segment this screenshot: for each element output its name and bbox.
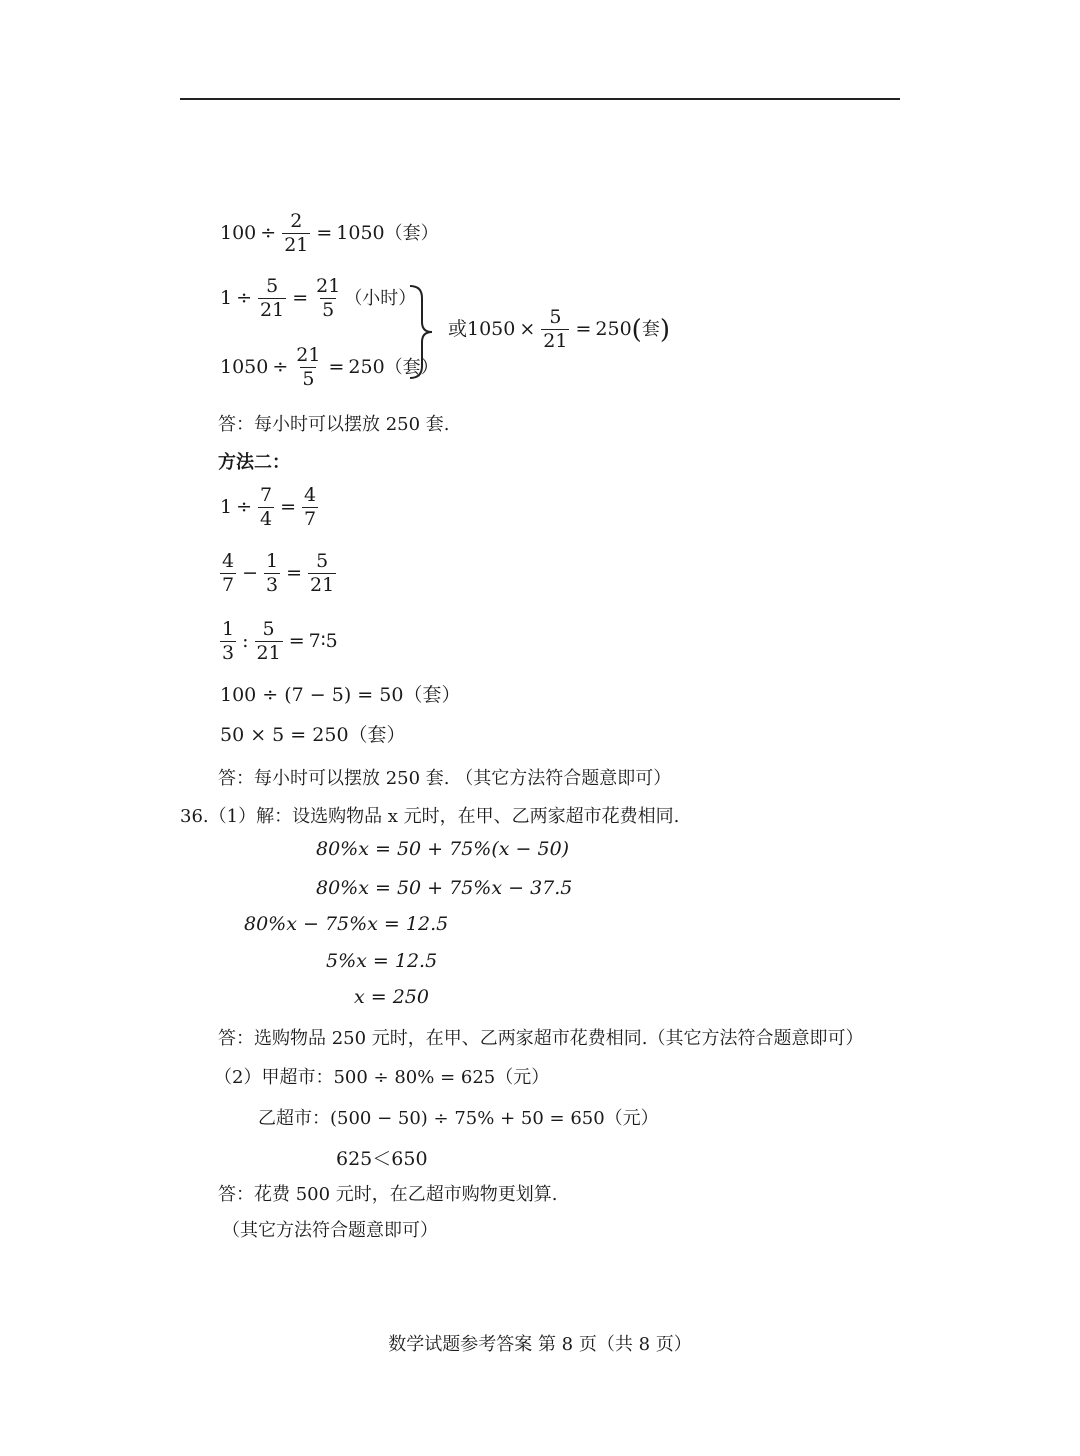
part-2-line-2: 乙超市：(500 − 50) ÷ 75% + 50 = 650（元） bbox=[258, 1108, 659, 1129]
answer-line-4: 答：花费 500 元时，在乙超市购物更划算. bbox=[218, 1184, 558, 1205]
number: 1 bbox=[220, 287, 233, 309]
calc-line-2 bbox=[220, 277, 416, 320]
denominator: 3 bbox=[222, 642, 235, 664]
equals-sign: = bbox=[288, 630, 305, 652]
fraction bbox=[294, 346, 322, 389]
numerator: 21 bbox=[316, 275, 341, 297]
result: 7∶5 bbox=[308, 630, 338, 652]
denominator: 21 bbox=[260, 299, 285, 321]
denominator: 5 bbox=[322, 299, 335, 321]
equals-sign: = bbox=[316, 222, 333, 244]
minus-sign: − bbox=[242, 562, 259, 584]
number: 100 bbox=[220, 222, 257, 244]
fraction bbox=[264, 552, 280, 595]
numerator: 5 bbox=[266, 275, 279, 297]
numerator: 5 bbox=[549, 306, 562, 328]
numerator: 1 bbox=[222, 618, 235, 640]
right-brace-icon bbox=[406, 284, 436, 380]
header-rule bbox=[180, 98, 900, 100]
numerator: 2 bbox=[290, 210, 303, 232]
numerator: 21 bbox=[296, 344, 321, 366]
denominator: 21 bbox=[256, 642, 281, 664]
divide-sign: ÷ bbox=[272, 356, 289, 378]
part-2-comparison: 625＜650 bbox=[336, 1148, 428, 1170]
answer-line-1: 答：每小时可以摆放 250 套. bbox=[218, 414, 450, 435]
unit: 套 bbox=[641, 318, 660, 340]
method-note: （其它方法符合题意即可） bbox=[222, 1220, 438, 1241]
divide-sign: ÷ bbox=[236, 496, 253, 518]
numerator: 5 bbox=[262, 618, 275, 640]
answer-line-3: 答：选购物品 250 元时，在甲、乙两家超市花费相同.（其它方法符合题意即可） bbox=[218, 1028, 864, 1049]
method-two-heading: 方法二： bbox=[218, 452, 290, 473]
method2-step-3 bbox=[218, 620, 338, 663]
number: 1050 bbox=[220, 356, 269, 378]
fraction bbox=[302, 486, 318, 529]
equation-4: 5%x = 12.5 bbox=[326, 950, 438, 972]
unit: （套） bbox=[384, 222, 439, 244]
result: 1050 bbox=[336, 222, 385, 244]
divide-sign: ÷ bbox=[236, 287, 253, 309]
denominator: 7 bbox=[304, 508, 317, 530]
result: 250 bbox=[348, 356, 385, 378]
paren-close: ) bbox=[659, 314, 670, 345]
calc-line-1 bbox=[220, 212, 439, 255]
multiply-sign: × bbox=[519, 318, 536, 340]
answer-line-2: 答：每小时可以摆放 250 套. （其它方法符合题意即可） bbox=[218, 768, 672, 789]
fraction bbox=[255, 620, 283, 663]
denominator: 4 bbox=[260, 508, 273, 530]
denominator: 3 bbox=[266, 574, 279, 596]
denominator: 21 bbox=[310, 574, 335, 596]
method2-step-4: 100 ÷ (7 − 5) = 50（套） bbox=[220, 684, 461, 706]
page-footer: 数学试题参考答案 第 8 页（共 8 页） bbox=[388, 1334, 692, 1355]
method2-step-1 bbox=[220, 486, 320, 529]
fraction bbox=[541, 308, 569, 351]
denominator: 21 bbox=[284, 234, 309, 256]
number: 1 bbox=[220, 496, 233, 518]
numerator: 1 bbox=[266, 550, 279, 572]
method2-step-5: 50 × 5 = 250（套） bbox=[220, 724, 406, 746]
fraction bbox=[314, 277, 342, 320]
alt-prefix: 或1050 bbox=[448, 318, 516, 340]
part-2-line-1: （2）甲超市：500 ÷ 80% = 625（元） bbox=[214, 1067, 550, 1088]
fraction bbox=[220, 552, 236, 595]
equals-sign: = bbox=[280, 496, 297, 518]
equation-1: 80%x = 50 + 75%(x − 50) bbox=[316, 838, 570, 860]
fraction bbox=[308, 552, 336, 595]
numerator: 7 bbox=[260, 484, 273, 506]
denominator: 21 bbox=[543, 330, 568, 352]
equals-sign: = bbox=[328, 356, 345, 378]
paren-open: ( bbox=[631, 314, 642, 345]
result: 250 bbox=[595, 318, 632, 340]
method2-step-2 bbox=[218, 552, 338, 595]
question-36-intro: 36.（1）解：设选购物品 x 元时，在甲、乙两家超市花费相同. bbox=[180, 806, 680, 827]
equation-3: 80%x − 75%x = 12.5 bbox=[244, 913, 449, 935]
divide-sign: ÷ bbox=[260, 222, 277, 244]
fraction bbox=[220, 620, 236, 663]
denominator: 7 bbox=[222, 574, 235, 596]
unit: （套） bbox=[384, 356, 439, 378]
fraction bbox=[258, 277, 286, 320]
numerator: 4 bbox=[222, 550, 235, 572]
ratio-sign: : bbox=[242, 630, 249, 652]
calc-alternative bbox=[448, 308, 670, 351]
equation-2: 80%x = 50 + 75%x − 37.5 bbox=[316, 877, 573, 899]
numerator: 4 bbox=[304, 484, 317, 506]
fraction bbox=[258, 486, 274, 529]
equals-sign: = bbox=[575, 318, 592, 340]
equation-5: x = 250 bbox=[354, 986, 429, 1008]
fraction bbox=[282, 212, 310, 255]
unit: （小时） bbox=[344, 287, 417, 309]
equals-sign: = bbox=[286, 562, 303, 584]
denominator: 5 bbox=[302, 368, 315, 390]
equals-sign: = bbox=[292, 287, 309, 309]
numerator: 5 bbox=[316, 550, 329, 572]
